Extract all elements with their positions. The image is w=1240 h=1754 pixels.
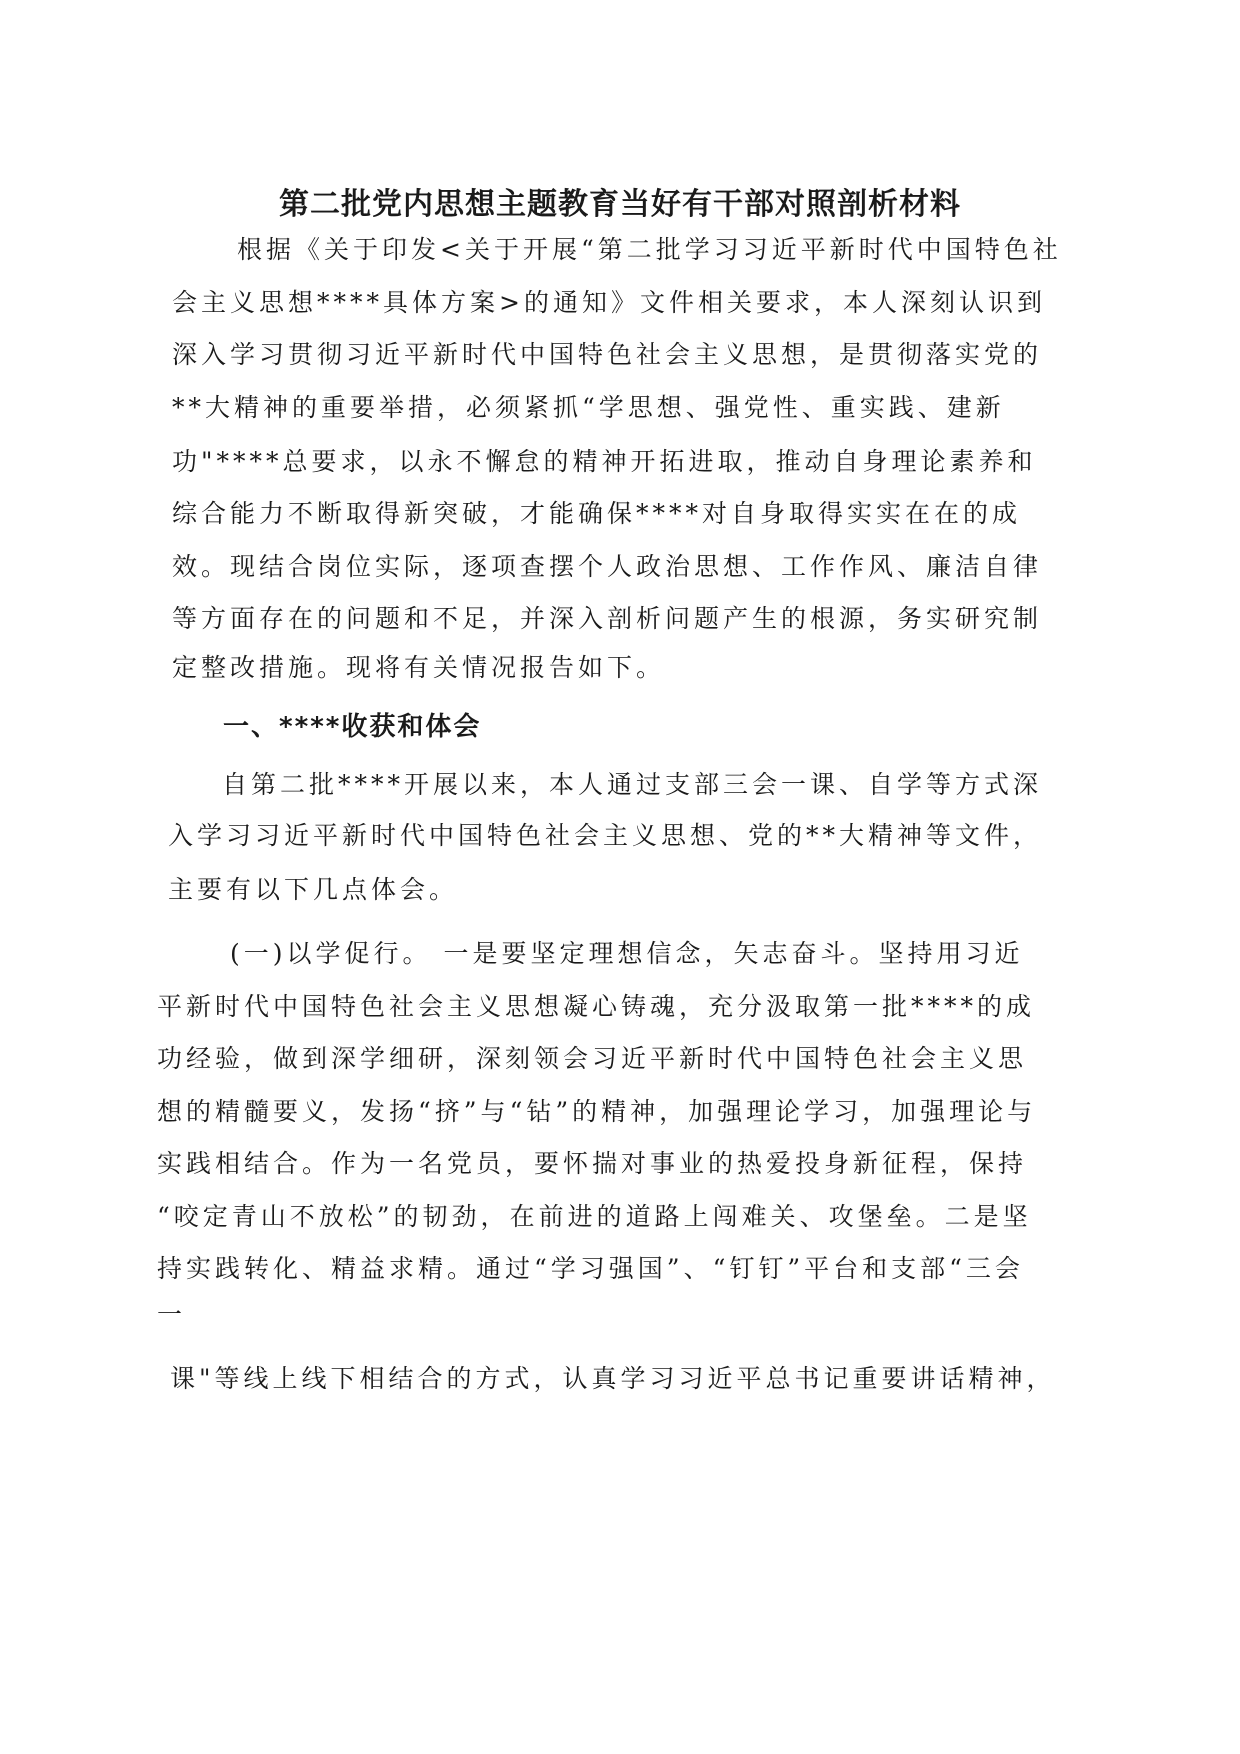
intro-line-2: 会主义思想****具体方案>的通知》文件相关要求，本人深刻认识到 [172,288,1046,317]
section-line-3: 主要有以下几点体会。 [168,875,459,904]
subsection-line-6: “咬定青山不放松”的韧劲，在前进的道路上闯难关、攻堡垒。二是坚 [157,1202,1032,1231]
section-heading: 一、****收获和体会 [223,712,482,742]
section-line-2: 入学习习近平新时代中国特色社会主义思想、党的**大精神等文件， [168,821,1043,850]
subsection-line-1: (一)以学促行。 一是要坚定理想信念，矢志奋斗。坚持用习近 [230,939,1024,968]
intro-line-5: 功"****总要求，以永不懈怠的精神开拓进取，推动自身理论素养和 [172,447,1037,476]
intro-line-8: 等方面存在的问题和不足，并深入剖析问题产生的根源，务实研究制 [172,604,1043,633]
subsection-line-7: 持实践转化、精益求精。通过“学习强国”、“钉钉”平台和支部“三会 [157,1254,1024,1283]
intro-line-4: **大精神的重要举措，必须紧抓“学思想、强党性、重实践、建新 [172,393,1005,422]
section-line-1: 自第二批****开展以来，本人通过支部三会一课、自学等方式深 [222,770,1043,799]
intro-line-1: 根据《关于印发<关于开展“第二批学习习近平新时代中国特色社 [237,235,1062,264]
intro-line-9: 定整改措施。现将有关情况报告如下。 [172,653,666,682]
subsection-line-8: 一 [157,1300,187,1329]
subsection-line-9: 课"等线上线下相结合的方式，认真学习习近平总书记重要讲话精神， [170,1364,1056,1393]
intro-line-6: 综合能力不断取得新突破，才能确保****对自身取得实实在在的成 [172,499,1022,528]
subsection-line-2: 平新时代中国特色社会主义思想凝心铸魂，充分汲取第一批****的成 [157,992,1036,1021]
intro-line-3: 深入学习贯彻习近平新时代中国特色社会主义思想，是贯彻落实党的 [172,340,1043,369]
intro-line-7: 效。现结合岗位实际，逐项查摆个人政治思想、工作作风、廉洁自律 [172,552,1043,581]
subsection-line-3: 功经验，做到深学细研，深刻领会习近平新时代中国特色社会主义思 [157,1044,1028,1073]
subsection-line-4: 想的精髓要义，发扬“挤”与“钻”的精神，加强理论学习，加强理论与 [157,1097,1037,1126]
subsection-line-5: 实践相结合。作为一名党员，要怀揣对事业的热爱投身新征程，保持 [157,1149,1028,1178]
document-title: 第二批党内思想主题教育当好有干部对照剖析材料 [279,187,961,222]
